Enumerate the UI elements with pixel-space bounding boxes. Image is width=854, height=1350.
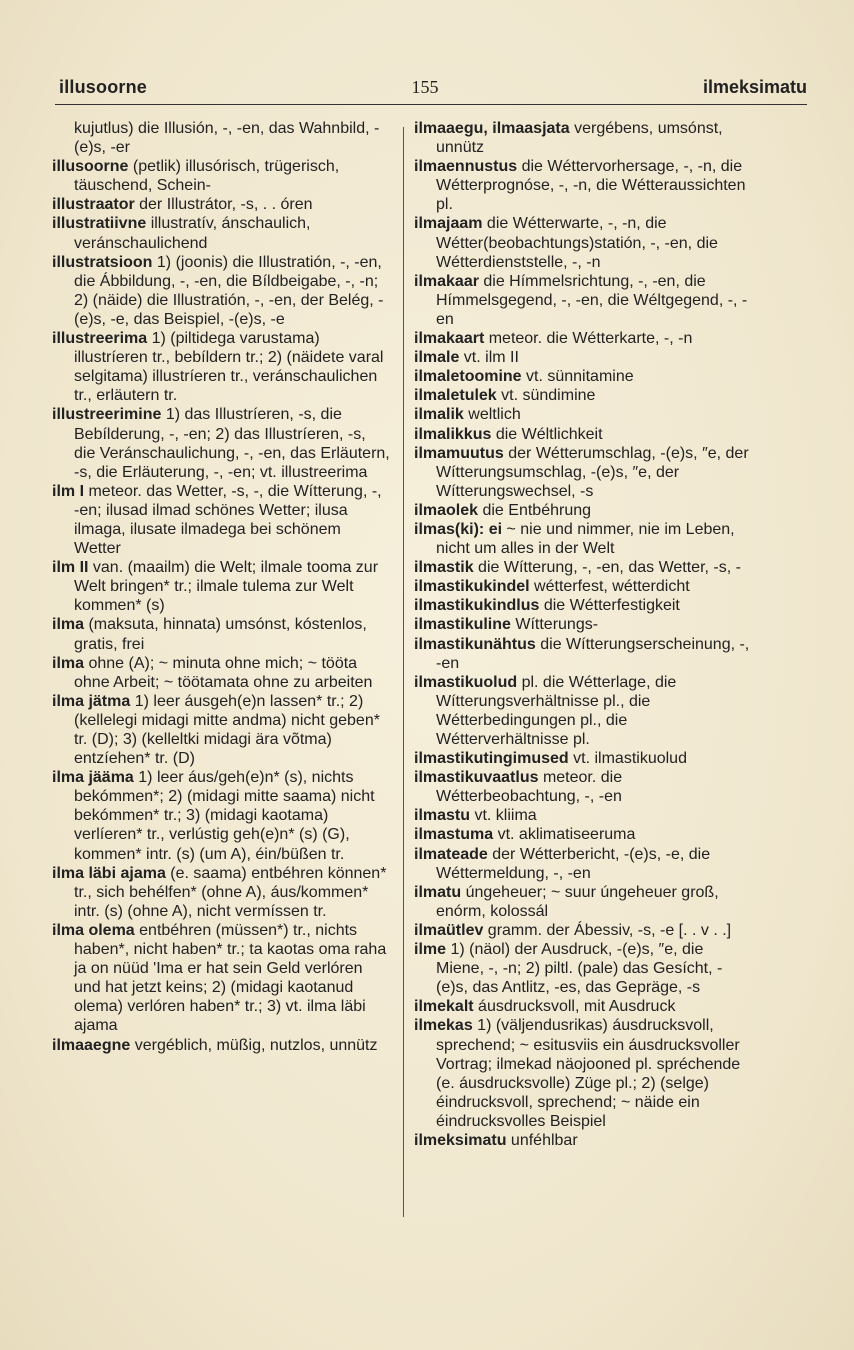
dictionary-entry [414,806,750,825]
dictionary-entry [414,272,750,329]
entry-headword: ilmekalt [414,998,474,1016]
entry-definition: kujutlus) die Illusión, -, -en, das Wahnbild, -(e)s, -er [74,120,380,157]
entry-headword: ilmaaegne [52,1036,131,1054]
dictionary-entry [414,444,750,501]
entry-headword: ilmastik [414,559,474,577]
entry-definition: entbéhren (müssen*) tr., nichts haben*, nicht haben* tr.; ta kaotas oma raha ja on nüüd 'Ima er hat sein Geld verlóren und hat jetzt keins; 2) (midagi kaotanud olema) verlóren haben* tr.; 3) vt. ilma läbi ajama [74,921,387,1035]
dictionary-entry [414,940,750,997]
entry-definition: illustratív, ánschaulich, veránschaulichend [74,215,311,252]
entry-headword: illustraator [52,196,135,214]
entry-headword: ilmaletulek [414,387,497,405]
dictionary-entry [414,501,750,520]
dictionary-entry [52,615,390,653]
dictionary-entry [414,367,750,386]
entry-definition: vt. sündimine [496,387,596,405]
entry-headword: ilma läbi ajama [52,864,166,882]
entry-definition: wétterfest, wétterdicht [529,578,690,596]
entry-definition: 1) (väljendusrikas) áusdrucksvoll, sprechend; ~ esitusviis ein áusdrucksvoller Vortrag; ilmekad näojooned pl. spréchende (e. áusdrucksvolle) Züge pl.; 2) (selge) éindrucksvoll, sprechend; ~ näide ein éindrucksvolles Beispiel [436,1017,741,1130]
entry-definition: vt. sünnitamine [521,368,634,386]
dictionary-entry [414,157,750,214]
entry-headword: ilma olema [52,921,135,939]
dictionary-entry [414,883,750,921]
dictionary-entry [414,348,750,367]
dictionary-entry [414,119,750,157]
entry-definition: úngeheuer; ~ suur úngeheuer groß, enórm, kolossál [436,883,719,920]
dictionary-entry [52,864,390,921]
entry-headword: ilmastu [414,807,471,825]
entry-headword: ilmastikuvaatlus [414,769,539,787]
dictionary-entry [414,749,750,768]
entry-headword: illustreerimine [52,406,162,424]
entry-headword: ilmastuma [414,826,494,844]
dictionary-entry [52,214,390,252]
header-left-guide-word: illusoorne [59,77,148,97]
entry-definition: vergébens, umsónst, unnütz [436,120,723,157]
entry-definition: ~ nie und nimmer, nie im Leben, nicht um alles in der Welt [436,520,735,558]
entry-definition: van. (maailm) die Welt; ilmale tooma zur Welt bringen* tr.; ilmale tulema zur Welt kommen* (s) [74,559,379,615]
entry-headword: ilmastikunähtus [414,635,536,653]
dictionary-entry [414,845,750,883]
dictionary-entry [414,329,750,348]
entry-definition: die Wétterwarte, -, -n, die Wétter(beobachtungs)statión, -, -en, die Wétterdienststelle, -, -n [436,215,718,271]
entry-definition: gramm. der Ábessiv, -s, -e [. . v . .] [483,921,732,939]
entry-definition: die Wítterung, -, -en, das Wetter, -s, - [473,559,741,577]
dictionary-entry [414,825,750,844]
entry-definition: meteor. die Wétterkarte, -, -n [484,330,693,348]
dictionary-entry [414,558,750,577]
entry-definition: die Wéltlichkeit [491,425,603,443]
entry-definition: vt. ilm II [459,349,519,367]
header-right-guide-word: ilmeksimatu [702,77,807,97]
dictionary-entry [52,692,390,768]
entry-definition: vergéblich, müßig, nutzlos, unnütz [130,1036,378,1054]
entry-definition: vt. aklimatiseeruma [493,826,636,844]
entry-definition: 1) leer áus/geh(e)n* (s), nichts bekómmen*; 2) (midagi mitte saama) nicht bekómmen* tr.; 3) (midagi kaotama) verlíeren* tr., verlústig geh(e)n* (s) (G), kommen* intr. (s) (um A), éin/büßen tr. [74,769,375,863]
dictionary-entry [414,577,750,596]
entry-headword: ilmaletoomine [414,368,522,386]
entry-headword: ilmamuutus [414,444,504,462]
entry-headword: illusoorne [52,158,129,176]
dictionary-entry [52,253,390,329]
entry-definition: meteor. die Wétterbeobachtung, -, -en [436,769,623,806]
entry-definition: 1) (piltidega varustama) illustríeren tr., bebíldern tr.; 2) (näidete varal selgitama) illustríeren tr., veránschaulichen tr., erläutern tr. [74,330,384,405]
entry-definition: 1) leer áusgeh(e)n lassen* tr.; 2) (kellelegi midagi mitte andma) nicht geben* tr. (D); 3) (kelleltki midagi ära võtma) entzíehen* tr. (D) [74,692,380,768]
entry-headword: ilmajaam [414,215,483,233]
entry-headword: ilmalik [414,406,464,424]
entry-definition: die Wétterfestigkeit [539,597,680,615]
entry-headword: ilma [52,616,85,634]
right-column [414,119,750,1150]
entry-definition: 1) das Illustríeren, -s, die Bebílderung, -, -en; 2) das Illustríeren, -s, die Veránschaulichung, -, -en, das Erläutern, -s, die Erläuterung, -, -en; vt. illustreerima [74,406,390,481]
entry-headword: ilm I [52,482,85,500]
entry-headword: ilm II [52,559,89,577]
dictionary-entry [414,405,750,424]
entry-headword: illustratiivne [52,215,147,233]
entry-headword: ilmaaegu, ilmaasjata [414,120,570,137]
dictionary-entry [52,482,390,558]
entry-definition: die Entbéhrung [478,501,592,519]
dictionary-entry [414,520,750,558]
entry-headword: ilmatu [414,883,462,901]
entry-definition: die Wéttervorhersage, -, -n, die Wétterprognóse, -, -n, die Wétteraussichten pl. [436,158,746,214]
left-column [52,119,390,1055]
dictionary-entry [52,157,390,195]
entry-definition: (e. saama) entbéhren können* tr., sich behélfen* (ohne A), áus/kommen* intr. (s) (ohne A), nicht vermíssen tr. [74,864,387,920]
entry-definition: unféhlbar [506,1131,578,1149]
dictionary-entry [52,921,390,1036]
entry-definition: weltlich [463,406,521,424]
entry-definition: 1) (näol) der Ausdruck, -(e)s, ″e, die Miene, -, -n; 2) piltl. (pale) das Gesícht, -(e)s, das Antlitz, -es, das Gepräge, -s [436,941,723,997]
entry-headword: ilmaolek [414,501,479,519]
entry-definition: die Hímmelsrichtung, -, -en, die Hímmelsgegend, -, -en, die Wéltgegend, -, -en [436,272,748,328]
entry-headword: ilmastikuolud [414,673,518,691]
entry-headword: ilmekas [414,1017,473,1035]
page-number: 155 [411,77,439,97]
entry-headword: ilma jääma [52,769,134,787]
dictionary-entry [414,425,750,444]
entry-definition: vt. ilmastikuolud [568,750,687,768]
dictionary-entry [414,673,750,749]
page-header [55,76,807,102]
entry-definition: vt. kliima [470,807,537,825]
entry-headword: illustreerima [52,330,148,348]
dictionary-entry [52,768,390,863]
dictionary-entry [52,558,390,615]
dictionary-entry [52,195,390,214]
dictionary-entry [414,997,750,1016]
entry-definition: die Wítterungserscheinung, -, -en [436,635,750,672]
dictionary-entry [52,654,390,692]
entry-headword: ilmas(ki): ei [414,520,503,538]
dictionary-entry [414,214,750,271]
entry-definition: meteor. das Wetter, -s, -, die Wítterung, -, -en; ilusad ilmad schönes Wetter; ilusa ilmaga, ilusate ilmadega bei schönem Wetter [74,482,382,558]
dictionary-entry [414,615,750,634]
entry-definition: (petlik) illusórisch, trügerisch, täuschend, Schein- [74,158,340,195]
entry-headword: ilmale [414,349,460,367]
dictionary-entry [414,386,750,405]
entry-headword: ilmakaar [414,272,479,290]
entry-definition: der Wétterbericht, -(e)s, -e, die Wéttermeldung, -, -en [436,845,711,882]
entry-headword: ilmastikutingimused [414,750,569,768]
dictionary-entry [414,635,750,673]
entry-definition: áusdrucksvoll, mit Ausdruck [473,998,676,1016]
entry-headword: illustratsioon [52,253,153,271]
entry-definition: (maksuta, hinnata) umsónst, kóstenlos, gratis, frei [74,616,367,653]
dictionary-entry [52,119,390,157]
entry-definition: ohne (A); ~ minuta ohne mich; ~ tööta ohne Arbeit; ~ töötamata ohne zu arbeiten [74,654,373,691]
entry-definition: pl. die Wétterlage, die Wítterungsverhältnisse pl., die Wétterbedingungen pl., die Wétterverhältnisse pl. [436,673,677,748]
dictionary-entry [414,596,750,615]
entry-headword: ilmastikuline [414,616,511,634]
entry-headword: ilma jätma [52,692,131,710]
entry-headword: ilmeksimatu [414,1131,507,1149]
entry-definition: 1) (joonis) die Illustratión, -, -en, die Ábbildung, -, -en, die Bíldbeigabe, -, -n; 2) (näide) die Illustratión, -, -en, der Belég, -(e)s, -e, das Beispiel, -(e)s, -e [74,253,384,328]
entry-definition: der Illustrátor, -s, . . óren [134,196,313,214]
dictionary-entry [414,1131,750,1150]
column-divider [403,127,404,1217]
entry-headword: ilma [52,654,85,672]
dictionary-entry [52,405,390,481]
entry-headword: ilmastikukindel [414,578,530,596]
entry-headword: ilme [414,941,447,959]
entry-definition: Wítterungs- [510,616,599,634]
dictionary-entry [52,329,390,405]
dictionary-entry [414,1016,750,1131]
entry-headword: ilmaütlev [414,921,484,939]
dictionary-entry [414,768,750,806]
entry-headword: ilmakaart [414,330,485,348]
dictionary-entry [414,921,750,940]
header-rule [55,104,807,105]
entry-headword: ilmaennustus [414,158,518,176]
entry-definition: der Wétterumschlag, -(e)s, ″e, der Wítterungsumschlag, -(e)s, ″e, der Wítterungswechsel, -s [436,444,749,500]
dictionary-entry [52,1036,390,1055]
entry-headword: ilmalikkus [414,425,492,443]
entry-headword: ilmastikukindlus [414,597,540,615]
entry-headword: ilmateade [414,845,488,863]
